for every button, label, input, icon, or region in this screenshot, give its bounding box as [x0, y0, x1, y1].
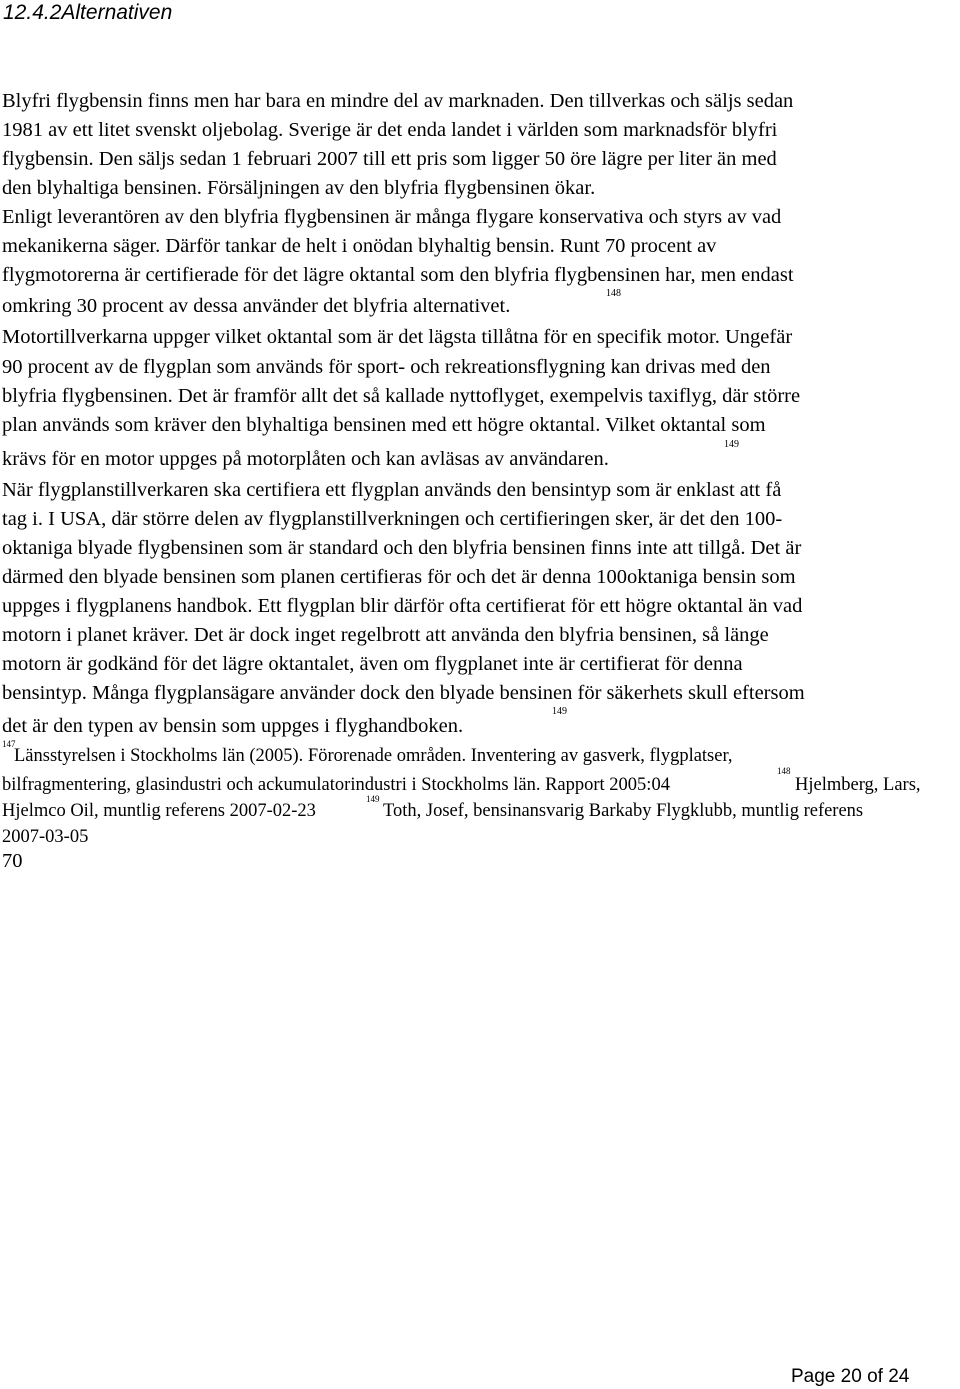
body-line: det är den typen av bensin som uppges i flyghandboken.: [2, 715, 464, 737]
body-line: 90 procent av de flygplan som används för sport- och rekreationsflygning kan drivas med den: [2, 356, 771, 378]
footnote-marker: 148: [606, 288, 621, 299]
footnote-marker: 147: [2, 739, 16, 749]
footnote-marker: 149: [724, 439, 739, 450]
body-line: uppges i flygplanens handbok. Ett flygplan blir därför ofta certifierat för ett högre oktantal än vad: [2, 595, 803, 617]
footnote-line: Hjelmco Oil, muntlig referens 2007-02-23: [2, 801, 316, 821]
body-line: plan används som kräver den blyhaltiga bensinen med ett högre oktantal. Vilket oktantal som: [2, 414, 766, 436]
page-footer: Page 20 of 24: [791, 1366, 910, 1387]
body-line: 1981 av ett litet svenskt oljebolag. Sverige är det enda landet i världen som marknadsför blyfri: [2, 119, 778, 141]
footnote-line: 2007-03-05: [2, 827, 89, 847]
body-line: Motortillverkarna uppger vilket oktantal som är det lägsta tillåtna för en specifik motor. Ungefär: [2, 326, 793, 348]
body-line: motorn är godkänd för det lägre oktantalet, även om flygplanet inte är certifierat för denna: [2, 653, 743, 675]
page-number: 70: [2, 850, 23, 872]
footnote-line: Länsstyrelsen i Stockholms län (2005). Förorenade områden. Inventering av gasverk, flygplatser,: [14, 746, 733, 766]
body-line: tag i. I USA, där större delen av flygplanstillverkningen och certifieringen sker, är det den 100-: [2, 508, 783, 530]
body-line: krävs för en motor uppges på motorplåten och kan avläsas av användaren.: [2, 448, 609, 470]
body-line: oktaniga blyade flygbensinen som är standard och den blyfria bensinen finns inte att tillgå. Det är: [2, 537, 802, 559]
footnote-marker: 148: [777, 766, 791, 776]
body-line: flygbensin. Den säljs sedan 1 februari 2007 till ett pris som ligger 50 öre lägre per liter än med: [2, 148, 777, 170]
body-line: den blyhaltiga bensinen. Försäljningen av den blyfria flygbensinen ökar.: [2, 177, 596, 199]
body-line: därmed den blyade bensinen som planen certifieras för och det är denna 100oktaniga bensin som: [2, 566, 796, 588]
footnote-marker: 149: [366, 794, 380, 804]
body-line: När flygplanstillverkaren ska certifiera ett flygplan används den bensintyp som är enklast att få: [2, 479, 782, 501]
body-line: Blyfri flygbensin finns men har bara en mindre del av marknaden. Den tillverkas och säljs sedan: [2, 90, 794, 112]
footnote-line: Hjelmberg, Lars,: [795, 775, 921, 795]
footnote-line: Toth, Josef, bensinansvarig Barkaby Flygklubb, muntlig referens: [383, 801, 864, 821]
section-heading: 12.4.2Alternativen: [3, 1, 173, 24]
body-line: motorn i planet kräver. Det är dock inget regelbrott att använda den blyfria bensinen, så länge: [2, 624, 769, 646]
body-line: flygmotorerna är certifierade för det lägre oktantal som den blyfria flygbensinen har, men endast: [2, 264, 794, 286]
footnote-line: bilfragmentering, glasindustri och ackumulatorindustri i Stockholms län. Rapport 2005:04: [2, 775, 670, 795]
footnote-marker: 149: [552, 706, 567, 717]
body-line: omkring 30 procent av dessa använder det blyfria alternativet.: [2, 295, 511, 317]
body-line: bensintyp. Många flygplansägare använder dock den blyade bensinen för säkerhets skull eftersom: [2, 682, 805, 704]
body-line: Enligt leverantören av den blyfria flygbensinen är många flygare konservativa och styrs av vad: [2, 206, 782, 228]
body-line: mekanikerna säger. Därför tankar de helt i onödan blyhaltig bensin. Runt 70 procent av: [2, 235, 717, 257]
body-line: blyfria flygbensinen. Det är framför allt det så kallade nyttoflyget, exempelvis taxiflyg, där större: [2, 385, 801, 407]
